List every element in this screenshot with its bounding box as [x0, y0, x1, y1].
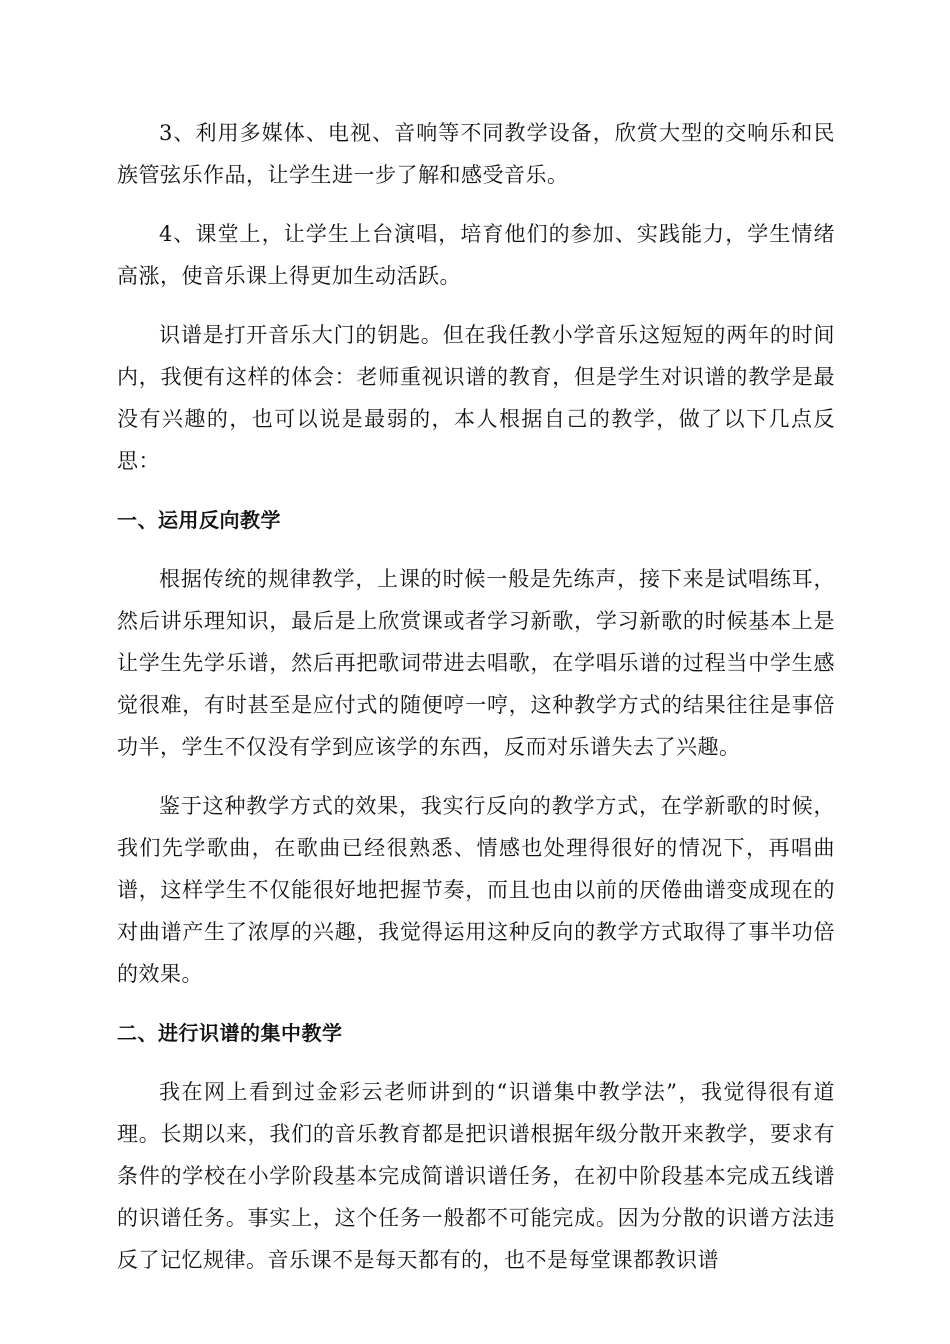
document-body — [117, 112, 835, 1298]
section-heading-reverse-teaching: 一、运用反向教学 — [117, 508, 281, 532]
paragraph-multimedia: 3、利用多媒体、电视、音响等不同教学设备，欣赏大型的交响乐和民族管弦乐作品，让学生进一步了解和感受音乐。 — [117, 121, 835, 187]
paragraph-reverse-method: 鉴于这种教学方式的效果，我实行反向的教学方式，在学新歌的时候，我们先学歌曲，在歌曲已经很熟悉、情感也处理得很好的情况下，再唱曲谱，这样学生不仅能很好地把握节奏，而且也由以前的厌倦曲谱变成现在的对曲谱产生了浓厚的兴趣，我觉得运用这种反向的教学方式取得了事半功倍的效果。 — [117, 794, 835, 986]
paragraph-traditional-teaching: 根据传统的规律教学，上课的时候一般是先练声，接下来是试唱练耳，然后讲乐理知识，最后是上欣赏课或者学习新歌，学习新歌的时候基本上是让学生先学乐谱，然后再把歌词带进去唱歌，在学唱乐谱的过程当中学生感觉很难，有时甚至是应付式的随便哼一哼，这种教学方式的结果往往是事倍功半，学生不仅没有学到应该学的东西，反而对乐谱失去了兴趣。 — [117, 567, 835, 759]
section-heading-concentrated-teaching: 二、进行识谱的集中教学 — [117, 1021, 343, 1045]
paragraph-notation-intro: 识谱是打开音乐大门的钥匙。但在我任教小学音乐这短短的两年的时间内，我便有这样的体会：老师重视识谱的教育，但是学生对识谱的教学是最没有兴趣的，也可以说是最弱的，本人根据自己的教学，做了以下几点反思： — [117, 323, 835, 473]
paragraph-classroom-singing: 4、课堂上，让学生上台演唱，培育他们的参加、实践能力，学生情绪高涨，使音乐课上得更加生动活跃。 — [117, 222, 835, 288]
paragraph-concentrated-method: 我在网上看到过金彩云老师讲到的“识谱集中教学法”，我觉得很有道理。长期以来，我们的音乐教育都是把识谱根据年级分散开来教学，要求有条件的学校在小学阶段基本完成简谱识谱任务，在初中阶段基本完成五线谱的识谱任务。事实上，这个任务一般都不可能完成。因为分散的识谱方法违反了记忆规律。音乐课不是每天都有的，也不是每堂课都教识谱 — [117, 1080, 835, 1272]
